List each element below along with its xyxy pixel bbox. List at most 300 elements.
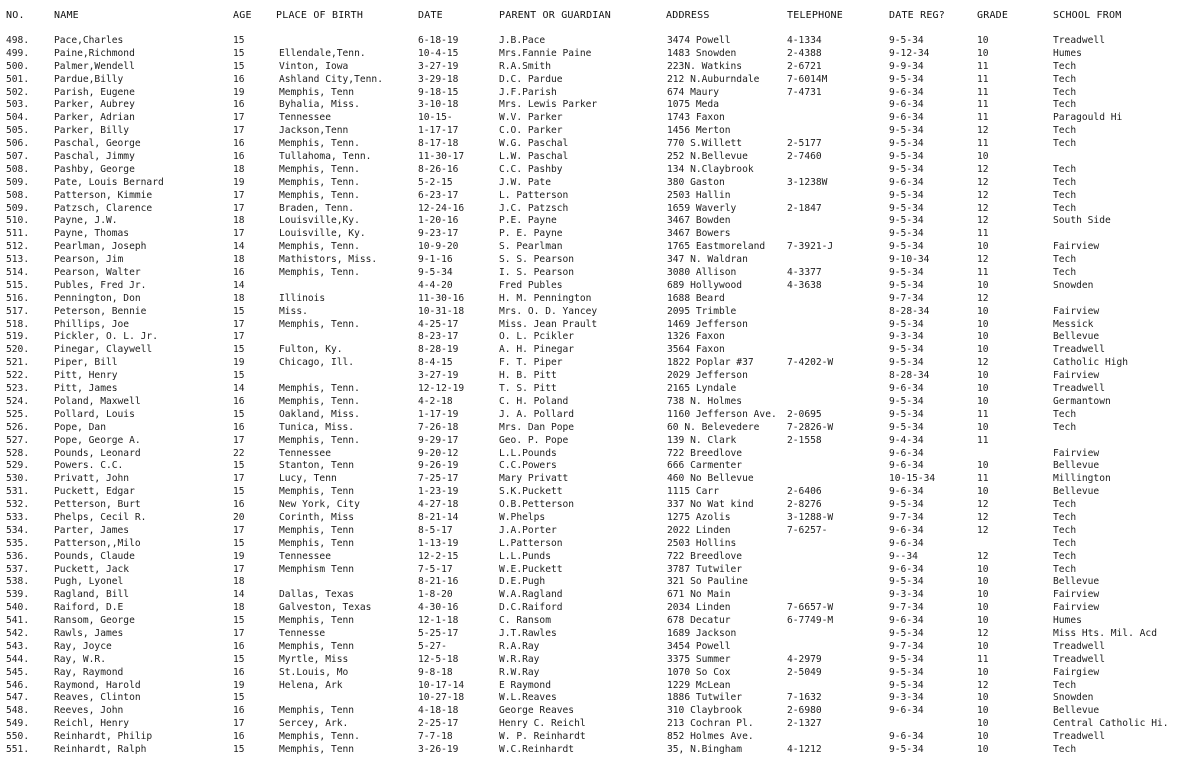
- cell-date-registered: 9-5-34: [889, 408, 924, 420]
- cell-date: 8-4-15: [418, 357, 453, 369]
- cell-school-from: Bellevue: [1053, 705, 1100, 717]
- cell-parent: S.K.Puckett: [499, 486, 563, 498]
- cell-no: 523.: [6, 383, 30, 395]
- cell-school-from: Tech: [1053, 421, 1077, 433]
- cell-grade: 11: [977, 408, 989, 420]
- cell-age: 15: [233, 537, 245, 549]
- cell-date: 10-15-: [418, 112, 453, 124]
- cell-date: 1-13-19: [418, 537, 459, 549]
- cell-place-of-birth: Memphis, Tenn.: [279, 383, 360, 395]
- cell-date-registered: 9-6-34: [889, 460, 924, 472]
- table-row: [0, 628, 1200, 641]
- cell-age: 18: [233, 576, 245, 588]
- cell-parent: C.O. Parker: [499, 125, 563, 137]
- cell-grade: 10: [977, 640, 989, 652]
- cell-place-of-birth: Memphis, Tenn: [279, 86, 355, 98]
- cell-address: 678 Decatur: [667, 615, 731, 627]
- cell-address: 1822 Poplar #37: [667, 357, 754, 369]
- cell-date: 9-26-19: [418, 460, 459, 472]
- cell-telephone: 2-1847: [787, 202, 822, 214]
- cell-parent: O.B.Petterson: [499, 499, 575, 511]
- cell-parent: J.C. Patzsch: [499, 202, 569, 214]
- cell-date: 1-23-19: [418, 486, 459, 498]
- table-row: [0, 409, 1200, 422]
- cell-date: 8-17-18: [418, 138, 459, 150]
- cell-address: 2095 Trimble: [667, 305, 737, 317]
- cell-school-from: Fairview: [1053, 241, 1100, 253]
- cell-grade: 12: [977, 627, 989, 639]
- cell-date: 10-31-18: [418, 305, 465, 317]
- cell-date-registered: 9-5-34: [889, 279, 924, 291]
- cell-name: Pollard, Louis: [54, 408, 135, 420]
- cell-name: Ray, W.R.: [54, 653, 106, 665]
- cell-no: 498.: [6, 35, 30, 46]
- cell-place-of-birth: Oakland, Miss.: [279, 408, 360, 420]
- cell-date: 1-20-16: [418, 215, 459, 227]
- header-grade: GRADE: [977, 10, 1009, 21]
- cell-grade: 10: [977, 563, 989, 575]
- cell-grade: 10: [977, 279, 989, 291]
- cell-address: 3454 Powell: [667, 640, 731, 652]
- cell-address: 35, N.Bingham: [667, 743, 743, 755]
- cell-parent: L.Patterson: [499, 537, 563, 549]
- table-row: [0, 254, 1200, 267]
- table-row: [0, 551, 1200, 564]
- cell-parent: J.A.Porter: [499, 524, 557, 536]
- cell-place-of-birth: St.Louis, Mo: [279, 666, 349, 678]
- cell-name: Patterson,,Milo: [54, 537, 141, 549]
- cell-name: Raiford, D.E: [54, 602, 124, 614]
- cell-grade: 10: [977, 666, 989, 678]
- cell-address: 3375 Summer: [667, 653, 731, 665]
- cell-parent: D.C.Raiford: [499, 602, 563, 614]
- cell-age: 18: [233, 163, 245, 175]
- cell-name: Parter, James: [54, 524, 130, 536]
- cell-place-of-birth: Stanton, Tenn: [279, 460, 355, 472]
- cell-address: 310 Claybrook: [667, 705, 743, 717]
- cell-address: 1070 So Cox: [667, 666, 731, 678]
- cell-school-from: Tech: [1053, 679, 1077, 691]
- cell-school-from: Tech: [1053, 499, 1077, 511]
- cell-school-from: Treadwell: [1053, 640, 1105, 652]
- cell-parent: W. P. Reinhardt: [499, 731, 586, 743]
- cell-name: Pace,Charles: [54, 35, 124, 46]
- cell-no: 519.: [6, 331, 30, 343]
- table-row: [0, 74, 1200, 87]
- cell-parent: Mrs. Dan Pope: [499, 421, 575, 433]
- cell-date: 9-23-17: [418, 228, 459, 240]
- cell-grade: 12: [977, 163, 989, 175]
- cell-grade: 11: [977, 99, 989, 111]
- cell-parent: D.C. Pardue: [499, 73, 563, 85]
- cell-grade: 12: [977, 125, 989, 137]
- cell-school-from: Tech: [1053, 176, 1077, 188]
- cell-place-of-birth: Mathistors, Miss.: [279, 254, 378, 266]
- cell-name: Pope, George A.: [54, 434, 141, 446]
- table-row: [0, 138, 1200, 151]
- cell-address: 1483 Snowden: [667, 47, 737, 59]
- cell-place-of-birth: Memphis, Tenn: [279, 537, 355, 549]
- table-row: [0, 538, 1200, 551]
- table-row: [0, 602, 1200, 615]
- cell-name: Paschal, George: [54, 138, 141, 150]
- cell-name: Ragland, Bill: [54, 589, 130, 601]
- cell-address: 674 Maury: [667, 86, 719, 98]
- cell-school-from: Treadwell: [1053, 35, 1105, 46]
- cell-date: 1-8-20: [418, 589, 453, 601]
- cell-name: Ransom, George: [54, 615, 135, 627]
- header-age: AGE: [233, 10, 252, 21]
- cell-address: 852 Holmes Ave.: [667, 731, 754, 743]
- cell-telephone: 2-1327: [787, 718, 822, 730]
- table-row: [0, 718, 1200, 731]
- cell-age: 17: [233, 202, 245, 214]
- cell-school-from: Central Catholic Hi.: [1053, 718, 1169, 730]
- cell-parent: H. B. Pitt: [499, 370, 557, 382]
- cell-parent: L. Patterson: [499, 189, 569, 201]
- cell-no: 539.: [6, 589, 30, 601]
- cell-school-from: Fairview: [1053, 447, 1100, 459]
- cell-name: Palmer,Wendell: [54, 60, 135, 72]
- cell-parent: W.E.Puckett: [499, 563, 563, 575]
- cell-address: 139 N. Clark: [667, 434, 737, 446]
- cell-grade: 10: [977, 241, 989, 253]
- cell-grade: 10: [977, 395, 989, 407]
- cell-grade: 12: [977, 292, 989, 304]
- cell-age: 15: [233, 460, 245, 472]
- cell-school-from: Fairgiew: [1053, 666, 1100, 678]
- cell-name: Pate, Louis Bernard: [54, 176, 164, 188]
- cell-grade: 10: [977, 705, 989, 717]
- cell-name: Puckett, Jack: [54, 563, 130, 575]
- cell-place-of-birth: Sercey, Ark.: [279, 718, 349, 730]
- cell-grade: 11: [977, 434, 989, 446]
- cell-date: 5-25-17: [418, 627, 459, 639]
- cell-grade: 12: [977, 202, 989, 214]
- cell-address: 770 S.Willett: [667, 138, 743, 150]
- cell-date: 3-27-19: [418, 60, 459, 72]
- table-row: [0, 435, 1200, 448]
- cell-grade: 10: [977, 383, 989, 395]
- cell-parent: Mrs. Lewis Parker: [499, 99, 598, 111]
- cell-no: 546.: [6, 679, 30, 691]
- table-row: [0, 125, 1200, 138]
- cell-date: 7-5-17: [418, 563, 453, 575]
- cell-date: 4-4-20: [418, 279, 453, 291]
- cell-date: 10-27-18: [418, 692, 465, 704]
- cell-date: 9-18-15: [418, 86, 459, 98]
- cell-date-registered: 9-5-34: [889, 202, 924, 214]
- cell-telephone: 7-4202-W: [787, 357, 834, 369]
- header-parent: PARENT OR GUARDIAN: [499, 10, 611, 21]
- cell-date-registered: 9-5-34: [889, 151, 924, 163]
- table-row: [0, 267, 1200, 280]
- cell-date-registered: 9-6-34: [889, 383, 924, 395]
- cell-date-registered: 9-6-34: [889, 99, 924, 111]
- cell-date: 8-23-17: [418, 331, 459, 343]
- cell-name: Parker, Billy: [54, 125, 130, 137]
- cell-school-from: Tech: [1053, 511, 1077, 523]
- cell-address: 252 N.Bellevue: [667, 151, 748, 163]
- cell-parent: R.A.Smith: [499, 60, 551, 72]
- cell-place-of-birth: Galveston, Texas: [279, 602, 372, 614]
- cell-parent: F. T. Piper: [499, 357, 563, 369]
- cell-no: 505.: [6, 125, 30, 137]
- cell-name: Parish, Eugene: [54, 86, 135, 98]
- cell-grade: 12: [977, 511, 989, 523]
- cell-date-registered: 9-5-34: [889, 73, 924, 85]
- cell-place-of-birth: Memphis, Tenn.: [279, 731, 360, 743]
- cell-address: 321 So Pauline: [667, 576, 748, 588]
- cell-age: 18: [233, 292, 245, 304]
- cell-age: 16: [233, 705, 245, 717]
- cell-date: 12-5-18: [418, 653, 459, 665]
- cell-address: 666 Carmenter: [667, 460, 743, 472]
- cell-date-registered: 9-3-34: [889, 589, 924, 601]
- cell-parent: C.C.Powers: [499, 460, 557, 472]
- cell-date-registered: 10-15-34: [889, 473, 936, 485]
- table-row: [0, 344, 1200, 357]
- cell-no: 522.: [6, 370, 30, 382]
- column-header-row: [0, 10, 1200, 24]
- cell-school-from: Paragould Hi: [1053, 112, 1123, 124]
- cell-parent: S. Pearlman: [499, 241, 563, 253]
- cell-telephone: 7-6657-W: [787, 602, 834, 614]
- cell-age: 14: [233, 383, 245, 395]
- cell-parent: C. Ransom: [499, 615, 551, 627]
- cell-address: 2029 Jefferson: [667, 370, 748, 382]
- cell-place-of-birth: Memphis, Tenn: [279, 705, 355, 717]
- cell-telephone: 3-1288-W: [787, 511, 834, 523]
- cell-no: 514.: [6, 267, 30, 279]
- table-row: [0, 61, 1200, 74]
- cell-school-from: Treadwell: [1053, 731, 1105, 743]
- cell-address: 213 Cochran Pl.: [667, 718, 754, 730]
- cell-date: 12-2-15: [418, 550, 459, 562]
- cell-age: 15: [233, 743, 245, 755]
- cell-parent: W.G. Paschal: [499, 138, 569, 150]
- cell-name: Paschal, Jimmy: [54, 151, 135, 163]
- cell-no: 513.: [6, 254, 30, 266]
- cell-grade: 10: [977, 35, 989, 46]
- cell-name: Ray, Joyce: [54, 640, 112, 652]
- cell-age: 17: [233, 473, 245, 485]
- table-row: [0, 473, 1200, 486]
- cell-school-from: Treadwell: [1053, 344, 1105, 356]
- table-row: [0, 228, 1200, 241]
- cell-no: 502.: [6, 86, 30, 98]
- cell-address: 1115 Carr: [667, 486, 719, 498]
- cell-parent: H. M. Pennington: [499, 292, 592, 304]
- table-row: [0, 705, 1200, 718]
- cell-grade: 10: [977, 344, 989, 356]
- table-row: [0, 203, 1200, 216]
- cell-telephone: 2-5049: [787, 666, 822, 678]
- header-no: NO.: [6, 10, 25, 21]
- cell-parent: T. S. Pitt: [499, 383, 557, 395]
- cell-date-registered: 9-12-34: [889, 47, 930, 59]
- cell-parent: P.E. Payne: [499, 215, 557, 227]
- table-row: [0, 422, 1200, 435]
- cell-telephone: 4-3377: [787, 267, 822, 279]
- cell-grade: 12: [977, 176, 989, 188]
- cell-age: 16: [233, 731, 245, 743]
- cell-date-registered: 9-5-34: [889, 163, 924, 175]
- cell-age: 15: [233, 486, 245, 498]
- cell-address: 1456 Merton: [667, 125, 731, 137]
- cell-name: Pearson, Walter: [54, 267, 141, 279]
- cell-date-registered: 9-6-34: [889, 524, 924, 536]
- cell-telephone: 4-1212: [787, 743, 822, 755]
- cell-name: Puckett, Edgar: [54, 486, 135, 498]
- cell-place-of-birth: Memphis, Tenn.: [279, 241, 360, 253]
- cell-date-registered: 9-9-34: [889, 60, 924, 72]
- cell-age: 18: [233, 215, 245, 227]
- table-row: [0, 99, 1200, 112]
- cell-name: Reichl, Henry: [54, 718, 130, 730]
- cell-no: 531.: [6, 486, 30, 498]
- cell-place-of-birth: Memphism Tenn: [279, 563, 355, 575]
- cell-grade: 11: [977, 86, 989, 98]
- cell-address: 2503 Hallin: [667, 189, 731, 201]
- cell-name: Phelps, Cecil R.: [54, 511, 147, 523]
- cell-parent: O. L. Pcikler: [499, 331, 575, 343]
- cell-school-from: Tech: [1053, 73, 1077, 85]
- cell-school-from: Snowden: [1053, 692, 1094, 704]
- table-row: [0, 641, 1200, 654]
- cell-parent: Mrs.Fannie Paine: [499, 47, 592, 59]
- cell-age: 15: [233, 344, 245, 356]
- cell-no: 516.: [6, 292, 30, 304]
- cell-address: 134 N.Claybrook: [667, 163, 754, 175]
- cell-telephone: 4-2979: [787, 653, 822, 665]
- cell-parent: C.C. Pashby: [499, 163, 563, 175]
- cell-date-registered: 9-3-34: [889, 692, 924, 704]
- cell-name: Reinhardt, Ralph: [54, 743, 147, 755]
- cell-school-from: Tech: [1053, 86, 1077, 98]
- cell-date: 9-8-18: [418, 666, 453, 678]
- cell-grade: 10: [977, 460, 989, 472]
- cell-date: 9-20-12: [418, 447, 459, 459]
- cell-name: Parker, Aubrey: [54, 99, 135, 111]
- cell-parent: Mary Privatt: [499, 473, 569, 485]
- cell-parent: J.T.Rawles: [499, 627, 557, 639]
- cell-parent: S. S. Pearson: [499, 254, 575, 266]
- cell-no: 544.: [6, 653, 30, 665]
- cell-date: 7-26-18: [418, 421, 459, 433]
- cell-address: 1886 Tutwiler: [667, 692, 743, 704]
- table-row: [0, 357, 1200, 370]
- cell-school-from: South Side: [1053, 215, 1111, 227]
- table-row: [0, 190, 1200, 203]
- cell-grade: 11: [977, 653, 989, 665]
- cell-no: 545.: [6, 666, 30, 678]
- cell-place-of-birth: Memphis, Tenn: [279, 524, 355, 536]
- cell-school-from: Messick: [1053, 318, 1094, 330]
- cell-place-of-birth: Tennessee: [279, 447, 331, 459]
- cell-school-from: Tech: [1053, 254, 1077, 266]
- header-telephone: TELEPHONE: [787, 10, 843, 21]
- cell-date: 8-21-14: [418, 511, 459, 523]
- cell-no: 536.: [6, 550, 30, 562]
- cell-date: 6-23-17: [418, 189, 459, 201]
- cell-no: 515.: [6, 279, 30, 291]
- student-rows: [0, 35, 1200, 757]
- cell-date-registered: 8-28-34: [889, 305, 930, 317]
- cell-grade: 10: [977, 421, 989, 433]
- table-row: [0, 564, 1200, 577]
- cell-name: Paine,Richmond: [54, 47, 135, 59]
- cell-name: Poland, Maxwell: [54, 395, 141, 407]
- cell-parent: W.A.Ragland: [499, 589, 563, 601]
- cell-address: 3467 Bowers: [667, 228, 731, 240]
- cell-no: 537.: [6, 563, 30, 575]
- cell-date-registered: 9-5-34: [889, 318, 924, 330]
- cell-date: 5-2-15: [418, 176, 453, 188]
- cell-name: Reeves, John: [54, 705, 124, 717]
- cell-date-registered: 9-5-34: [889, 138, 924, 150]
- cell-age: 15: [233, 305, 245, 317]
- cell-place-of-birth: Tennessee: [279, 550, 331, 562]
- cell-grade: 10: [977, 331, 989, 343]
- cell-date-registered: 9-6-34: [889, 731, 924, 743]
- cell-school-from: Bellevue: [1053, 486, 1100, 498]
- cell-grade: 10: [977, 743, 989, 755]
- cell-age: 15: [233, 408, 245, 420]
- cell-date: 2-25-17: [418, 718, 459, 730]
- cell-school-from: Humes: [1053, 615, 1082, 627]
- cell-telephone: 2-0695: [787, 408, 822, 420]
- cell-place-of-birth: Illinois: [279, 292, 326, 304]
- cell-no: 508.: [6, 163, 30, 175]
- cell-age: 14: [233, 279, 245, 291]
- cell-parent: J.F.Parish: [499, 86, 557, 98]
- cell-address: 2022 Linden: [667, 524, 731, 536]
- cell-address: 3080 Allison: [667, 267, 737, 279]
- cell-date-registered: 9-5-34: [889, 679, 924, 691]
- cell-address: 347 N. Waldran: [667, 254, 748, 266]
- table-row: [0, 331, 1200, 344]
- cell-place-of-birth: Byhalia, Miss.: [279, 99, 360, 111]
- cell-school-from: Treadwell: [1053, 653, 1105, 665]
- table-row: [0, 48, 1200, 61]
- cell-name: Pitt, Henry: [54, 370, 118, 382]
- cell-name: Rawls, James: [54, 627, 124, 639]
- cell-date: 3-27-19: [418, 370, 459, 382]
- cell-age: 19: [233, 679, 245, 691]
- cell-age: 16: [233, 666, 245, 678]
- cell-grade: 12: [977, 215, 989, 227]
- cell-no: 500.: [6, 60, 30, 72]
- table-row: [0, 215, 1200, 228]
- cell-no: 508.: [6, 189, 30, 201]
- cell-no: 504.: [6, 112, 30, 124]
- cell-name: Parker, Adrian: [54, 112, 135, 124]
- cell-date-registered: 9-5-34: [889, 189, 924, 201]
- table-row: [0, 35, 1200, 48]
- cell-date: 5-27-: [418, 640, 447, 652]
- cell-telephone: 2-6721: [787, 60, 822, 72]
- table-row: [0, 164, 1200, 177]
- table-row: [0, 692, 1200, 705]
- cell-telephone: 4-3638: [787, 279, 822, 291]
- cell-telephone: 3-1238W: [787, 176, 828, 188]
- cell-age: 20: [233, 511, 245, 523]
- cell-date: 4-27-18: [418, 499, 459, 511]
- cell-date-registered: 9-4-34: [889, 434, 924, 446]
- cell-telephone: 4-1334: [787, 35, 822, 46]
- cell-no: 530.: [6, 473, 30, 485]
